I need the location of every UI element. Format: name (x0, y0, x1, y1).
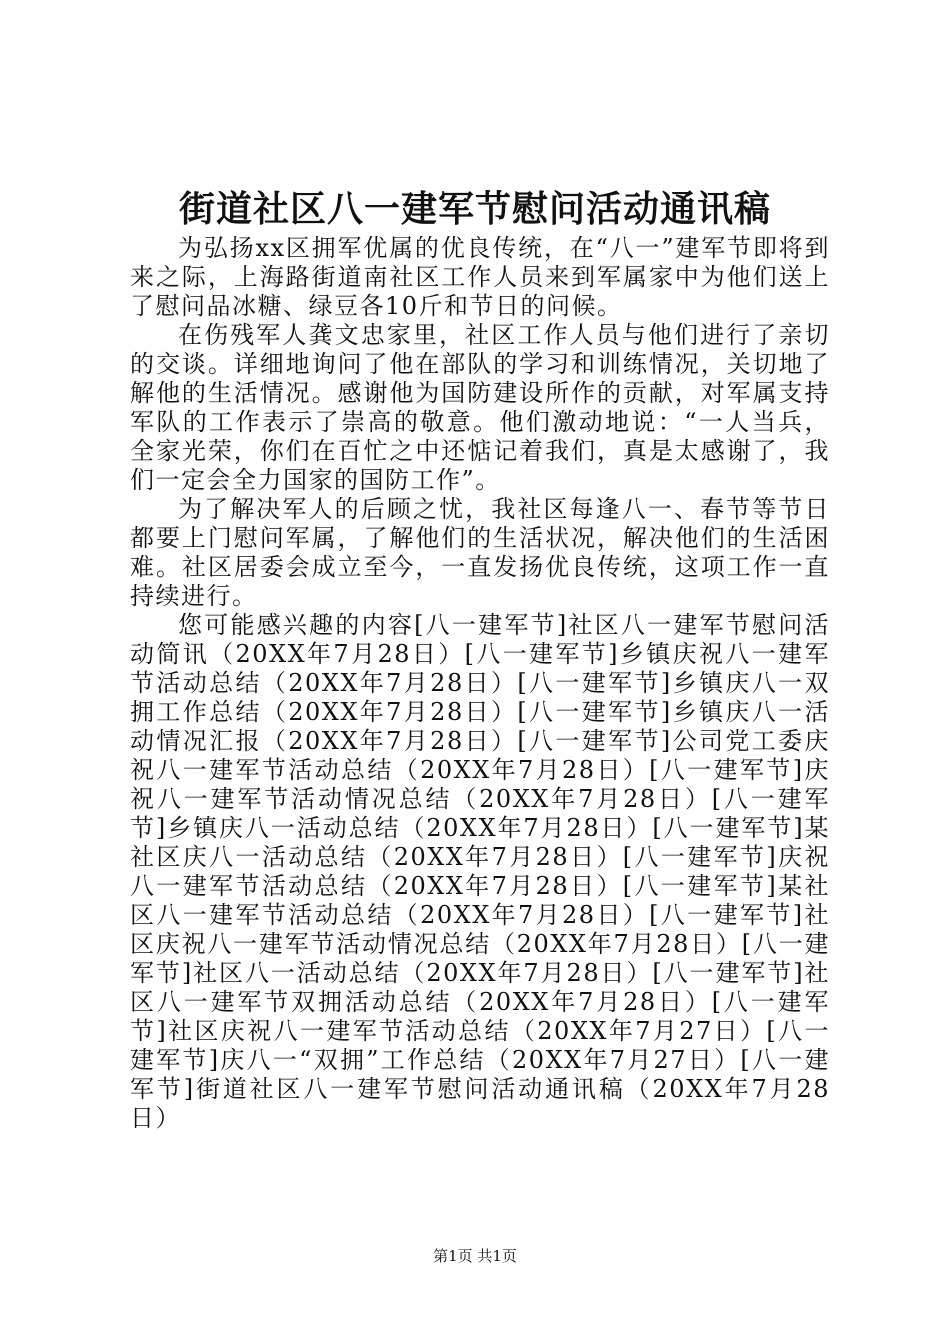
page-footer: 第1页 共1页 (433, 1247, 517, 1265)
paragraph-2: 在伤残军人龚文忠家里，社区工作人员与他们进行了亲切的交谈。详细地询问了他在部队的学习和训练情况，关切地了解他的生活情况。感谢他为国防建设所作的贡献，对军属支持军队的工作表示了崇高的敬意。他们激动地说：“一人当兵，全家光荣，你们在百忙之中还惦记着我们，真是太感谢了，我们一定会全力国家的国防工作”。 (130, 321, 830, 494)
paragraph-1: 为弘扬xx区拥军优属的优良传统，在“八一”建军节即将到来之际，上海路街道南社区工作人员来到军属家中为他们送上了慰问品冰糖、绿豆各10斤和节日的问候。 (130, 234, 830, 320)
paragraph-3: 为了解决军人的后顾之忧，我社区每逢八一、春节等节日都要上门慰问军属，了解他们的生活状况，解决他们的生活困难。社区居委会成立至今，一直发扬优良传统，这项工作一直持续进行。 (130, 495, 830, 610)
document-body (130, 234, 830, 1133)
document-title: 街道社区八一建军节慰问活动通讯稿 (178, 188, 771, 230)
related-content-paragraph: 您可能感兴趣的内容[八一建军节]社区八一建军节慰问活动简讯（20XX年7月28日）[八一建军节]乡镇庆祝八一建军节活动总结（20XX年7月28日）[八一建军节]乡镇庆八一双拥工作总结（20XX年7月28日）[八一建军节]乡镇庆八一活动情况汇报（20XX年7月28日）[八一建军节]公司党工委庆祝八一建军节活动总结（20XX年7月28日）[八一建军节]庆祝八一建军节活动情况总结（20XX年7月28日）[八一建军节]乡镇庆八一活动总结（20XX年7月28日）[八一建军节]某社区庆八一活动总结（20XX年7月28日）[八一建军节]庆祝八一建军节活动总结（20XX年7月28日）[八一建军节]某社区八一建军节活动总结（20XX年7月28日）[八一建军节]社区庆祝八一建军节活动情况总结（20XX年7月28日）[八一建军节]社区八一活动总结（20XX年7月28日）[八一建军节]社区八一建军节双拥活动总结（20XX年7月28日）[八一建军节]社区庆祝八一建军节活动总结（20XX年7月27日）[八一建军节]庆八一“双拥”工作总结（20XX年7月27日）[八一建军节]街道社区八一建军节慰问活动通讯稿（20XX年7月28日） (130, 611, 830, 1132)
